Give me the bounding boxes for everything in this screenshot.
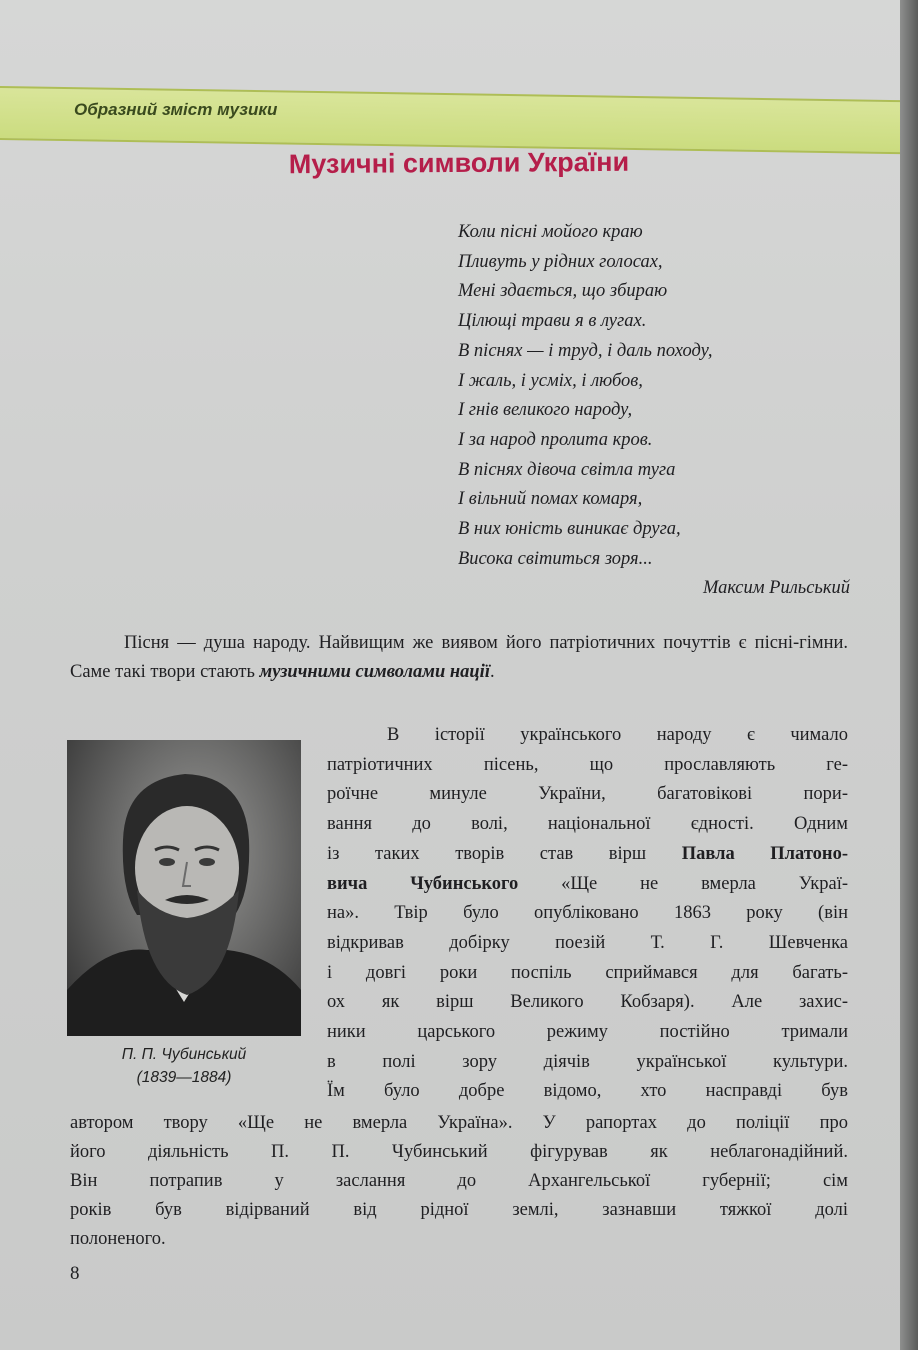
bold-name: вича Чубинського xyxy=(327,873,519,894)
text-line xyxy=(327,840,848,870)
text-fragment: із таких творів став вірш xyxy=(327,843,647,864)
text-line: і довгі роки поспіль сприймався для багать- xyxy=(327,962,848,983)
text-line: полоненого. xyxy=(70,1229,166,1249)
poem-line: І жаль, і усміх, і любов, xyxy=(458,370,643,391)
text-line: ники царського режиму постійно тримали xyxy=(327,1022,848,1043)
intro-paragraph xyxy=(70,629,848,687)
poem-line: Пливуть у рідних голосах, xyxy=(458,251,663,272)
text-line: Їм було добре відомо, хто насправді був xyxy=(327,1081,848,1102)
text-line: ох як вірш Великого Кобзаря). Але захис- xyxy=(327,992,848,1013)
text-line: В історії українського народу є чимало xyxy=(387,725,848,745)
poem-line: Мені здається, що збираю xyxy=(458,281,668,302)
poem-line: Цілющі трави я в лугах. xyxy=(458,311,647,332)
text-fragment: «Ще не вмерла Украї- xyxy=(561,873,848,894)
portrait-caption xyxy=(67,1043,301,1089)
column-text xyxy=(327,721,848,1107)
caption-years: (1839—1884) xyxy=(136,1069,232,1086)
section-title: Образний зміст музики xyxy=(74,100,278,119)
text-line: на». Твір було опубліковано 1863 року (він xyxy=(327,903,848,924)
text-line: вання до волі, національної єдності. Одним xyxy=(327,814,848,835)
bold-name: Павла Платоно- xyxy=(681,843,848,864)
book-spine-shadow xyxy=(900,0,918,1350)
poem-line: І за народ пролита кров. xyxy=(458,429,653,450)
poem-line: В піснях дівоча світла туга xyxy=(458,459,676,480)
poem-line: В піснях — і труд, і даль походу, xyxy=(458,340,713,361)
portrait-photo xyxy=(67,740,301,1036)
text-line: Він потрапив у заслання до Архангельської губернії; сім xyxy=(70,1171,848,1191)
intro-emphasis: музичними символами нації xyxy=(259,662,490,682)
wide-text xyxy=(70,1109,848,1254)
poem-line: І гнів великого народу, xyxy=(458,400,633,421)
text-line xyxy=(327,870,848,900)
text-line: його діяльність П. П. Чубинський фігурував як неблагонадійний. xyxy=(70,1142,848,1162)
poem xyxy=(458,218,850,604)
poem-line: В них юність виникає друга, xyxy=(458,519,681,540)
text-line: років був відірваний від рідної землі, зазнавши тяжкої долі xyxy=(70,1200,848,1220)
page-number: 8 xyxy=(70,1263,80,1284)
poem-line: Висока світиться зоря... xyxy=(458,548,653,569)
text-line: роїчне минуле України, багатовікові пори- xyxy=(327,784,848,805)
poem-line: І вільний помах комаря, xyxy=(458,489,643,510)
intro-text: Пісня — душа народу. Найвищим же виявом його патріотичних почуттів є пісні-гімни. Саме такі твори стають xyxy=(70,633,848,682)
text-line: відкривав добірку поезій Т. Г. Шевченка xyxy=(327,932,848,953)
text-line: патріотичних пісень, що прославляють ге- xyxy=(327,754,848,775)
poem-author: Максим Рильський xyxy=(702,578,850,599)
text-line: в полі зору діячів української культури. xyxy=(327,1051,848,1072)
text-line: автором твору «Ще не вмерла Україна». У рапортах до поліції про xyxy=(70,1113,848,1133)
portrait-illustration xyxy=(67,740,301,1036)
article-title: Музичні символи України xyxy=(288,146,630,180)
caption-name: П. П. Чубинський xyxy=(121,1046,247,1063)
poem-line: Коли пісні мойого краю xyxy=(458,222,643,242)
intro-end: . xyxy=(489,662,495,682)
